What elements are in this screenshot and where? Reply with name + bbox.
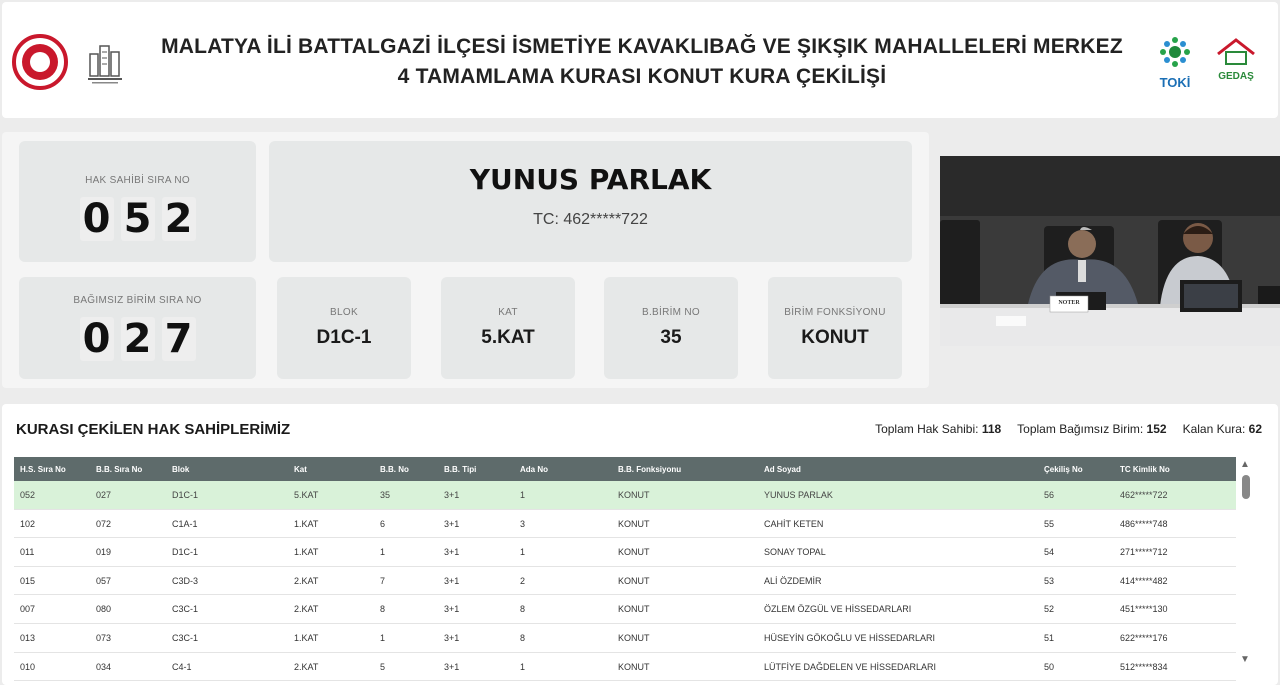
page-title xyxy=(132,32,1152,92)
kat-card xyxy=(441,277,575,379)
table-cell: 080 xyxy=(96,604,112,615)
column-header: Ada No xyxy=(520,465,548,474)
winner-name: YUNUS PARLAK xyxy=(469,163,712,196)
noter-placard: NOTER xyxy=(1058,300,1080,306)
table-cell: 3+1 xyxy=(444,490,460,500)
table-cell: 015 xyxy=(20,575,36,586)
scroll-up-icon[interactable]: ▲ xyxy=(1240,459,1250,470)
table-row[interactable] xyxy=(14,510,1236,539)
table-cell: 1 xyxy=(380,632,386,643)
hak-sahibi-label: HAK SAHİBİ SIRA NO xyxy=(85,175,190,186)
table-cell: 013 xyxy=(20,632,36,643)
draw-stats xyxy=(875,422,1262,436)
video-frame-image xyxy=(940,156,1280,346)
table-cell: KONUT xyxy=(618,632,650,643)
table-row[interactable] xyxy=(14,653,1236,682)
table-cell: 50 xyxy=(1044,661,1055,672)
table-cell: 1.KAT xyxy=(294,632,319,643)
bb-digit: 7 xyxy=(162,317,196,361)
table-cell: 1 xyxy=(520,661,526,672)
table-cell: 512*****834 xyxy=(1120,661,1168,672)
table-cell: 35 xyxy=(380,490,391,500)
toki-logo xyxy=(1152,36,1198,88)
table-cell: 3+1 xyxy=(444,661,460,672)
stat-toplam-hak-value: 118 xyxy=(981,422,1002,436)
table-cell: KONUT xyxy=(618,490,650,500)
hak-digit: 2 xyxy=(162,197,196,241)
table-cell: 3+1 xyxy=(444,518,460,529)
table-cell: 8 xyxy=(520,632,526,643)
table-header xyxy=(14,457,1236,481)
table-cell: 52 xyxy=(1044,604,1055,615)
table-cell: 8 xyxy=(380,604,386,615)
table-row[interactable] xyxy=(14,624,1236,653)
table-cell: 3+1 xyxy=(444,632,460,643)
table-cell: 2 xyxy=(520,575,526,586)
birim-fonksiyonu-card xyxy=(768,277,902,379)
table-cell: SONAY TOPAL xyxy=(764,547,826,558)
table-cell: LÜTFİYE DAĞDELEN VE HİSSEDARLARI xyxy=(764,661,937,672)
table-cell: D1C-1 xyxy=(172,547,199,558)
gedas-house-icon xyxy=(1212,36,1260,66)
toki-logo-text: TOKİ xyxy=(1159,75,1191,90)
header xyxy=(2,2,1278,118)
gedas-logo-text: GEDAŞ xyxy=(1218,71,1254,82)
table-cell: 622*****176 xyxy=(1120,632,1168,643)
table-cell: C3C-1 xyxy=(172,604,199,615)
table-cell: C3C-1 xyxy=(172,632,199,643)
table-cell: 8 xyxy=(520,604,526,615)
column-header: B.B. No xyxy=(380,465,409,474)
column-header: Ad Soyad xyxy=(764,465,801,474)
table-cell: 7 xyxy=(380,575,386,586)
stat-kalan-kura-label: Kalan Kura: xyxy=(1182,422,1246,436)
table-cell: 54 xyxy=(1044,547,1055,558)
table-cell: 3 xyxy=(520,518,526,529)
table-cell: 102 xyxy=(20,518,36,529)
table-cell: 072 xyxy=(96,518,112,529)
table-cell: 5 xyxy=(380,661,386,672)
column-header: Blok xyxy=(172,465,190,474)
blok-value: D1C-1 xyxy=(316,327,372,348)
table-cell: 010 xyxy=(20,661,36,672)
table-cell: 3+1 xyxy=(444,575,460,586)
table-cell: 027 xyxy=(96,490,112,500)
hak-digit: 5 xyxy=(121,197,155,241)
stat-toplam-hak-label: Toplam Hak Sahibi: xyxy=(875,422,979,436)
column-header: B.B. Sıra No xyxy=(96,465,143,474)
toki-flower-icon xyxy=(1152,36,1198,70)
stat-kalan-kura-value: 62 xyxy=(1248,422,1262,436)
title-line-1: MALATYA İLİ BATTALGAZİ İLÇESİ İSMETİYE KAVAKLIBAĞ VE ŞIKŞIK MAHALLELERİ MERKEZ xyxy=(161,35,1123,58)
table-cell: 451*****130 xyxy=(1120,604,1168,615)
table-row[interactable] xyxy=(14,567,1236,596)
stat-kalan-kura xyxy=(1183,422,1262,436)
scroll-thumb[interactable] xyxy=(1242,475,1250,499)
table-cell: 51 xyxy=(1044,632,1055,643)
table-cell: 414*****482 xyxy=(1120,575,1168,586)
bb-digit: 0 xyxy=(80,317,114,361)
table-cell: 2.KAT xyxy=(294,575,319,586)
table-cell: 1 xyxy=(380,547,386,558)
table-cell: 052 xyxy=(20,490,36,500)
table-cell: 1.KAT xyxy=(294,547,319,558)
live-video-feed xyxy=(940,156,1280,346)
table-row[interactable] xyxy=(14,481,1236,510)
table-cell: 019 xyxy=(96,547,112,558)
hak-sahibi-card xyxy=(19,141,256,262)
bagimsiz-birim-card xyxy=(19,277,256,379)
column-header: B.B. Tipi xyxy=(444,465,477,474)
birim-fonksiyonu-label: BİRİM FONKSİYONU xyxy=(784,307,886,318)
birim-no-card xyxy=(604,277,738,379)
table-cell: ALİ ÖZDEMİR xyxy=(764,575,822,586)
table-cell: HÜSEYİN GÖKOĞLU VE HİSSEDARLARI xyxy=(764,632,936,643)
birim-fonksiyonu-value: KONUT xyxy=(801,327,869,348)
title-line-2: 4 TAMAMLAMA KURASI KONUT KURA ÇEKİLİŞİ xyxy=(397,65,887,88)
scroll-down-icon[interactable]: ▼ xyxy=(1240,654,1250,665)
table-cell: C4-1 xyxy=(172,661,192,672)
bagimsiz-birim-digits xyxy=(19,317,256,361)
birim-no-value: 35 xyxy=(660,327,682,348)
column-header: TC Kimlik No xyxy=(1120,465,1170,474)
ministry-building-logo xyxy=(84,40,126,86)
stat-toplam-birim xyxy=(1017,422,1166,436)
kat-label: KAT xyxy=(498,307,518,318)
table-cell: 011 xyxy=(20,547,35,558)
table-title: KURASI ÇEKİLEN HAK SAHİPLERİMİZ xyxy=(16,421,291,438)
bb-digit: 2 xyxy=(121,317,155,361)
table-body xyxy=(14,481,1236,681)
table-cell: 1 xyxy=(520,490,526,500)
table-cell: 462*****722 xyxy=(1120,490,1168,500)
table-row[interactable] xyxy=(14,538,1236,567)
table-cell: ÖZLEM ÖZGÜL VE HİSSEDARLARI xyxy=(764,604,912,615)
winner-tc: TC: 462*****722 xyxy=(533,211,648,228)
stat-toplam-hak xyxy=(875,422,1001,436)
hak-digit: 0 xyxy=(80,197,114,241)
table-cell: 5.KAT xyxy=(294,490,319,500)
table-cell: 56 xyxy=(1044,490,1055,500)
column-header: Çekiliş No xyxy=(1044,465,1083,474)
results-table-panel xyxy=(2,404,1278,685)
table-cell: 53 xyxy=(1044,575,1055,586)
table-cell: KONUT xyxy=(618,661,650,672)
table-cell: 1 xyxy=(520,547,526,558)
table-cell: 1.KAT xyxy=(294,518,319,529)
table-cell: 034 xyxy=(96,661,112,672)
blok-card xyxy=(277,277,411,379)
table-cell: 2.KAT xyxy=(294,604,319,615)
column-header: H.S. Sıra No xyxy=(20,465,66,474)
column-header: Kat xyxy=(294,465,307,474)
table-cell: YUNUS PARLAK xyxy=(764,490,833,500)
hak-sahibi-digits xyxy=(19,197,256,241)
table-cell: D1C-1 xyxy=(172,490,199,500)
table-row[interactable] xyxy=(14,595,1236,624)
column-header: B.B. Fonksiyonu xyxy=(618,465,682,474)
blok-label: BLOK xyxy=(330,307,358,318)
table-cell: CAHİT KETEN xyxy=(764,518,824,529)
table-cell: 073 xyxy=(96,632,112,643)
table-cell: KONUT xyxy=(618,518,650,529)
table-cell: KONUT xyxy=(618,547,650,558)
current-draw-panel xyxy=(2,132,929,388)
table-cell: C3D-3 xyxy=(172,575,199,586)
table-cell: 55 xyxy=(1044,518,1055,529)
birim-no-label: B.BİRİM NO xyxy=(641,307,700,318)
emblem-logo xyxy=(12,34,68,90)
table-cell: 271*****712 xyxy=(1120,547,1168,558)
gedas-logo xyxy=(1212,36,1260,88)
table-scrollbar[interactable] xyxy=(1240,459,1252,669)
table-cell: 007 xyxy=(20,604,36,615)
stat-toplam-birim-label: Toplam Bağımsız Birim: xyxy=(1017,422,1144,436)
kat-value: 5.KAT xyxy=(481,327,535,348)
table-cell: 486*****748 xyxy=(1120,518,1168,529)
table-cell: KONUT xyxy=(618,604,650,615)
table-cell: KONUT xyxy=(618,575,650,586)
table-cell: 3+1 xyxy=(444,547,460,558)
winner-card xyxy=(269,141,912,262)
stat-toplam-birim-value: 152 xyxy=(1146,422,1167,436)
table-cell: 057 xyxy=(96,575,112,586)
table-cell: 2.KAT xyxy=(294,661,319,672)
table-cell: 3+1 xyxy=(444,604,460,615)
table-cell: 6 xyxy=(380,518,386,529)
table-cell: C1A-1 xyxy=(172,518,198,529)
bagimsiz-birim-label: BAĞIMSIZ BİRİM SIRA NO xyxy=(73,295,202,306)
